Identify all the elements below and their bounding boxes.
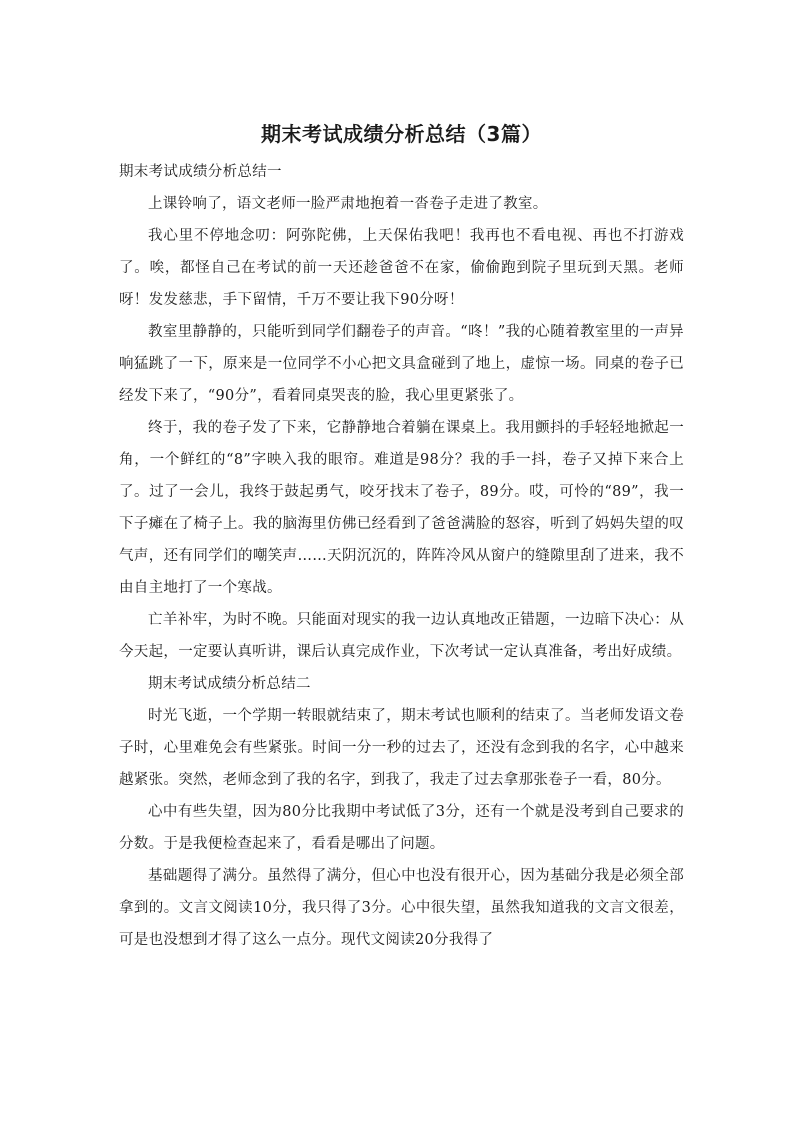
- document-body: [119, 156, 684, 956]
- paragraph: 心中有些失望，因为80分比我期中考试低了3分，还有一个就是没考到自己要求的分数。于是我便检查起来了，看看是哪出了问题。: [119, 804, 684, 852]
- section-heading-1: 期末考试成绩分析总结一: [119, 164, 282, 180]
- paragraph: 上课铃响了，语文老师一脸严肃地抱着一沓卷子走进了教室。: [148, 196, 548, 212]
- paragraph: 时光飞逝，一个学期一转眼就结束了，期末考试也顺利的结束了。当老师发语文卷子时，心里难免会有些紧张。时间一分一秒的过去了，还没有念到我的名字，心中越来越紧张。突然，老师念到了我的名字，到我了，我走了过去拿那张卷子一看，80分。: [119, 708, 684, 788]
- paragraph: 基础题得了满分。虽然得了满分，但心中也没有很开心，因为基础分我是必须全部拿到的。文言文阅读10分，我只得了3分。心中很失望，虽然我知道我的文言文很差，可是也没想到才得了这么一点分。现代文阅读20分我得了: [119, 868, 684, 948]
- section-heading-2: 期末考试成绩分析总结二: [148, 676, 311, 692]
- paragraph: 教室里静静的，只能听到同学们翻卷子的声音。“咚！”我的心随着教室里的一声异响猛跳了一下，原来是一位同学不小心把文具盒碰到了地上，虚惊一场。同桌的卷子已经发下来了，“90分”，看着同桌哭丧的脸，我心里更紧张了。: [119, 324, 684, 404]
- document-title: 期末考试成绩分析总结（3篇）: [261, 122, 542, 146]
- document-page: [119, 118, 684, 956]
- paragraph: 亡羊补牢，为时不晚。只能面对现实的我一边认真地改正错题，一边暗下决心：从今天起，一定要认真听讲，课后认真完成作业，下次考试一定认真准备，考出好成绩。: [119, 612, 684, 660]
- paragraph: 我心里不停地念叨：阿弥陀佛，上天保佑我吧！我再也不看电视、再也不打游戏了。唉，都怪自己在考试的前一天还趁爸爸不在家，偷偷跑到院子里玩到天黑。老师呀！发发慈悲，手下留情，千万不要让我下90分呀！: [119, 228, 684, 308]
- paragraph: 终于，我的卷子发了下来，它静静地合着躺在课桌上。我用颤抖的手轻轻地掀起一角，一个鲜红的“8”字映入我的眼帘。难道是98分？我的手一抖，卷子又掉下来合上了。过了一会儿，我终于鼓起勇气，咬牙找末了卷子，89分。哎，可怜的“89”，我一下子瘫在了椅子上。我的脑海里仿佛已经看到了爸爸满脸的怒容，听到了妈妈失望的叹气声，还有同学们的嘲笑声……天阴沉沉的，阵阵冷风从窗户的缝隙里刮了进来，我不由自主地打了一个寒战。: [119, 420, 684, 596]
